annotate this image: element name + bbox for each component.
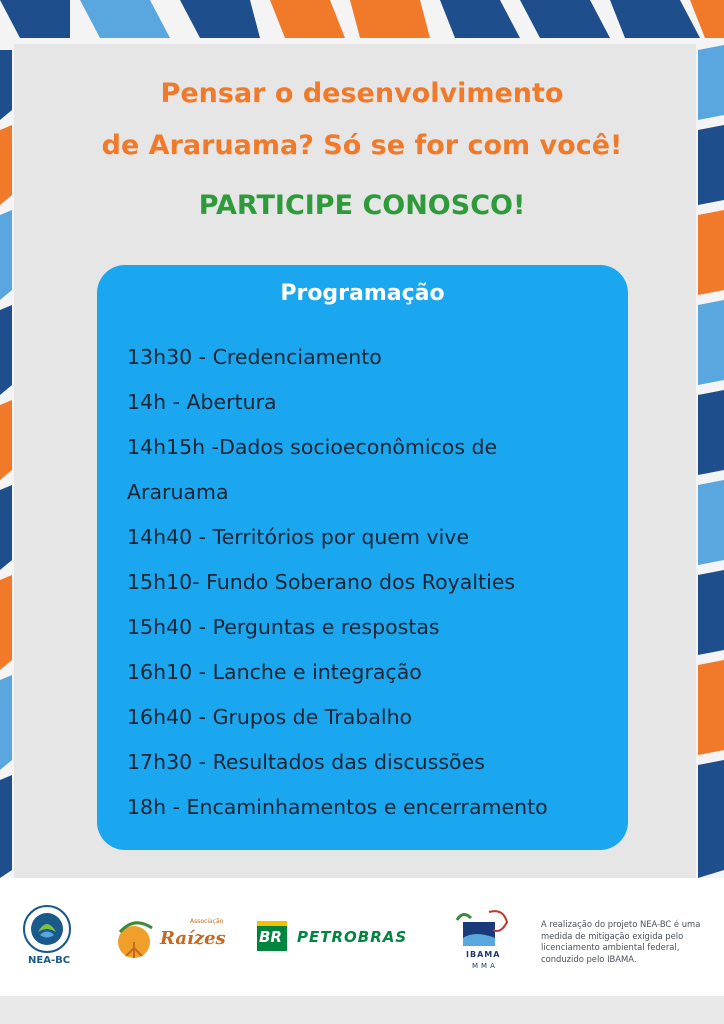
bottom-strip [0,996,724,1024]
ibama-label: IBAMA [466,950,501,959]
raizes-label: Raízes [160,928,226,949]
schedule-item: 18h - Encaminhamentos e encerramento [127,795,548,819]
call-to-action: PARTICIPE CONOSCO! [198,190,526,221]
mma-label: MMA [472,962,498,970]
schedule-item: 16h40 - Grupos de Trabalho [127,705,413,729]
schedule-item: 14h - Abertura [127,390,277,414]
schedule-item: Araruama [127,480,229,504]
schedule-item: 15h40 - Perguntas e respostas [127,615,440,639]
ibama-logo [455,908,515,950]
schedule-item: 15h10- Fundo Soberano dos Royalties [127,570,516,594]
petrobras-label: PETROBRAS [297,928,408,946]
headline-line-2: de Araruama? Só se for com você! [101,130,623,161]
schedule-item: 14h15h -Dados socioeconômicos de [127,435,498,459]
schedule-item: 14h40 - Territórios por quem vive [127,525,470,549]
schedule-list [127,335,617,830]
raizes-association-label: Associação [190,918,224,925]
nea-bc-logo [18,902,76,956]
program-title: Programação [280,281,445,306]
nea-bc-label: NEA-BC [28,955,71,966]
petrobras-br-text: BR [259,928,282,946]
schedule-item: 16h10 - Lanche e integração [127,660,422,684]
disclaimer-text: A realização do projeto NEA-BC é uma medida de mitigação exigida pelo licenciamento ambiental federal, conduzido pelo IBAMA. [541,919,701,964]
schedule-item: 13h30 - Credenciamento [127,345,382,369]
program-box [97,265,628,850]
headline-line-1: Pensar o desenvolvimento [160,78,564,109]
schedule-item: 17h30 - Resultados das discussões [127,750,485,774]
raizes-logo [112,912,162,960]
headline [0,68,724,172]
